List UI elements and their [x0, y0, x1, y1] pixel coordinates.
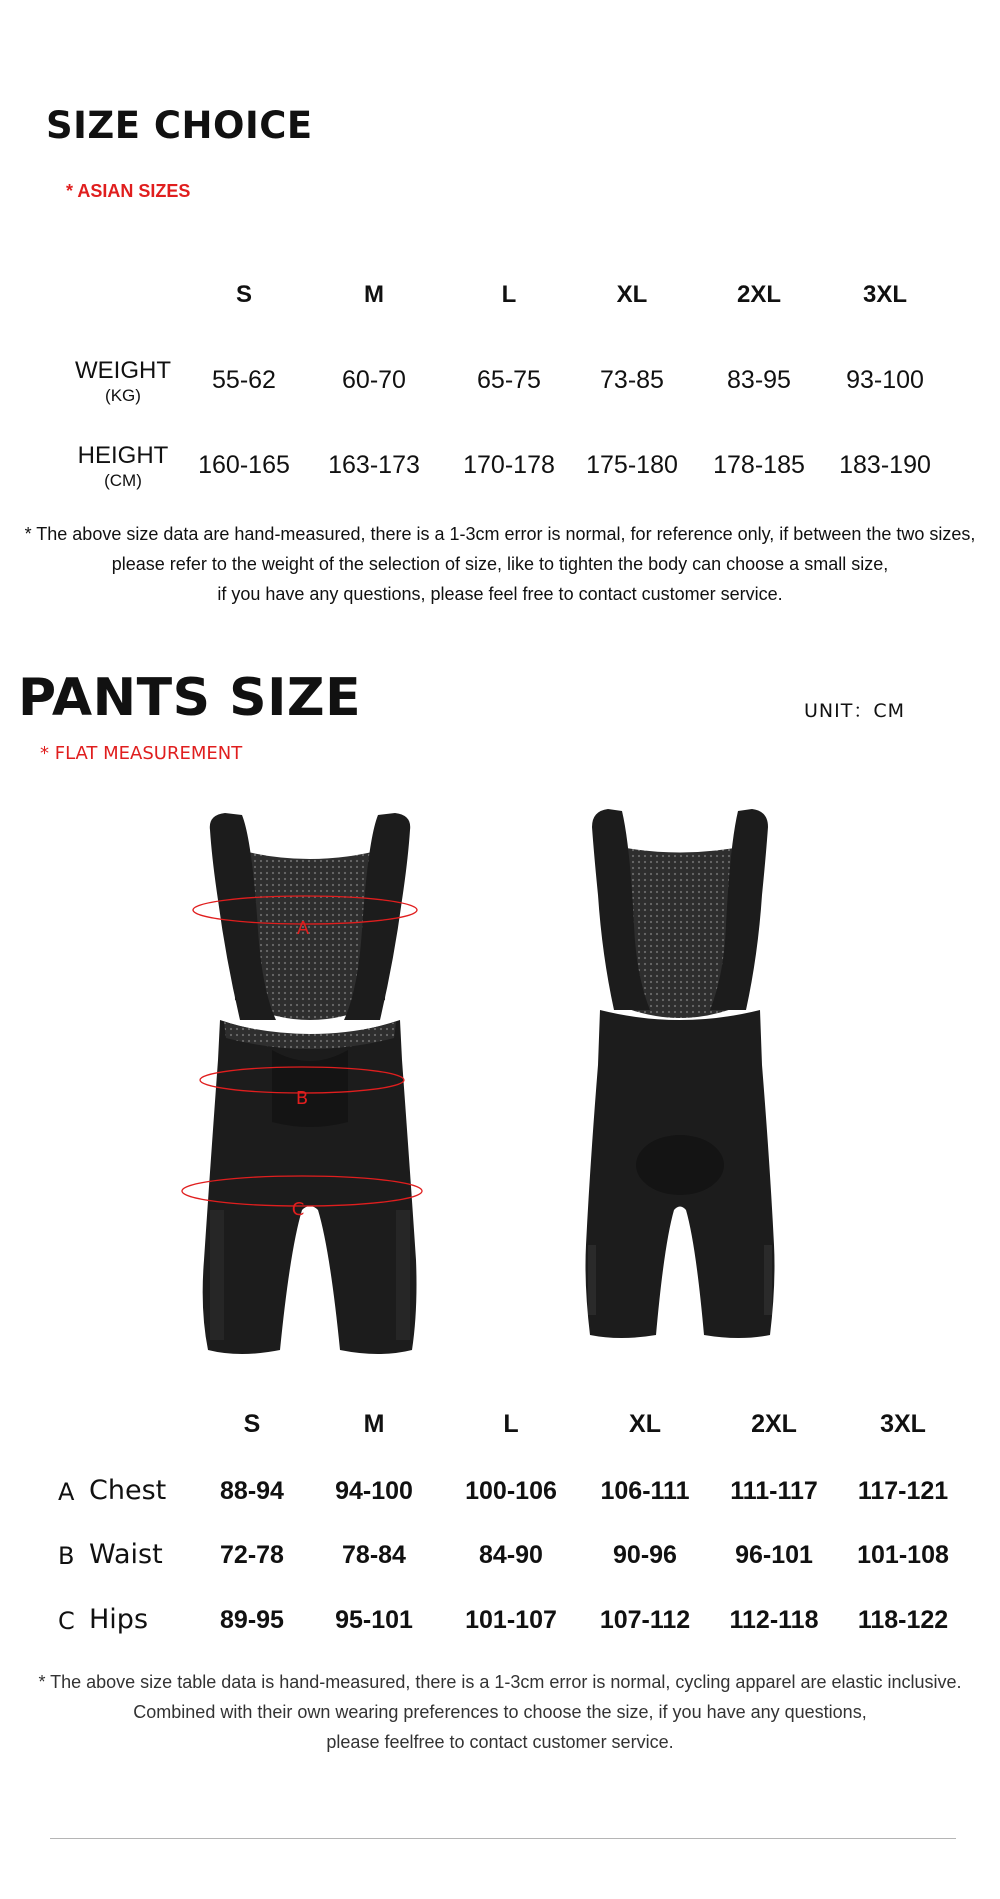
height-2xl: 178-185 — [713, 451, 805, 479]
height-row-label — [53, 442, 193, 492]
size-header-xl: XL — [616, 281, 648, 308]
height-s: 160-165 — [198, 451, 290, 479]
waist-l: 84-90 — [479, 1541, 543, 1569]
height-unit: (CM) — [104, 471, 142, 490]
pants-header-2xl: 2XL — [751, 1410, 797, 1438]
weight-xl: 73-85 — [600, 366, 664, 394]
pants-header-s: S — [243, 1410, 261, 1438]
pants-disclaimer-line-1: * The above size table data is hand-measured, there is a 1-3cm error is normal, cycling apparel are elastic inclusive. — [38, 1672, 962, 1692]
height-3xl: 183-190 — [839, 451, 931, 479]
size-header-2xl: 2XL — [736, 281, 781, 308]
marker-c: C — [291, 1199, 305, 1220]
hips-s: 89-95 — [220, 1606, 284, 1634]
chest-s: 88-94 — [220, 1477, 284, 1505]
unit-label: UNIT：CM — [804, 700, 905, 722]
weight-label: WEIGHT — [75, 357, 171, 384]
pants-disclaimer-line-3: please feelfree to contact customer service. — [326, 1732, 674, 1752]
weight-3xl: 93-100 — [846, 366, 924, 394]
hips-letter: C — [58, 1607, 75, 1635]
bib-shorts-front-image — [180, 810, 440, 1370]
chest-letter: A — [58, 1478, 75, 1506]
pants-header-3xl: 3XL — [880, 1410, 926, 1438]
height-l: 170-178 — [463, 451, 555, 479]
size-disclaimer-line-1: * The above size data are hand-measured, there is a 1-3cm error is normal, for reference only, if between the two sizes, — [24, 524, 976, 544]
hips-2xl: 112-118 — [729, 1606, 819, 1634]
height-m: 163-173 — [328, 451, 420, 479]
pants-size-title: PANTS SIZE — [18, 668, 362, 728]
size-header-s: S — [235, 281, 252, 308]
chest-l: 100-106 — [465, 1477, 557, 1505]
waist-3xl: 101-108 — [857, 1541, 949, 1569]
hips-xl: 107-112 — [599, 1606, 691, 1634]
weight-row-label — [53, 357, 193, 407]
pants-disclaimer-line-2: Combined with their own wearing preferences to choose the size, if you have any questions, — [133, 1702, 867, 1722]
weight-2xl: 83-95 — [727, 366, 791, 394]
size-header-3xl: 3XL — [862, 281, 907, 308]
size-disclaimer-line-3: if you have any questions, please feel free to contact customer service. — [217, 584, 783, 604]
bottom-divider — [50, 1838, 956, 1839]
bib-shorts-back-image — [570, 805, 790, 1345]
chest-m: 94-100 — [335, 1477, 413, 1505]
flat-measurement-note: * FLAT MEASUREMENT — [40, 743, 243, 764]
hips-l: 101-107 — [465, 1606, 557, 1634]
weight-l: 65-75 — [477, 366, 541, 394]
chest-2xl: 111-117 — [730, 1477, 818, 1505]
hips-label: Hips — [89, 1604, 149, 1635]
waist-m: 78-84 — [342, 1541, 406, 1569]
marker-a: A — [296, 918, 310, 939]
size-header-m: M — [364, 281, 384, 308]
size-choice-title: SIZE CHOICE — [46, 104, 313, 147]
waist-2xl: 96-101 — [735, 1541, 813, 1569]
height-xl: 175-180 — [586, 451, 678, 479]
marker-b: B — [295, 1088, 309, 1109]
hips-m: 95-101 — [335, 1606, 413, 1634]
weight-m: 60-70 — [342, 366, 406, 394]
asian-sizes-note: * ASIAN SIZES — [66, 181, 191, 201]
size-header-l: L — [501, 281, 517, 308]
waist-xl: 90-96 — [613, 1541, 677, 1569]
chest-label: Chest — [89, 1475, 167, 1506]
pants-header-l: L — [503, 1410, 519, 1438]
weight-unit: (KG) — [105, 386, 141, 405]
hips-3xl: 118-122 — [857, 1606, 949, 1634]
waist-label: Waist — [89, 1539, 163, 1570]
chest-xl: 106-111 — [600, 1477, 690, 1505]
pants-header-xl: XL — [629, 1410, 661, 1438]
size-disclaimer-line-2: please refer to the weight of the selection of size, like to tighten the body can choose a small size, — [111, 554, 889, 574]
waist-s: 72-78 — [220, 1541, 284, 1569]
height-label: HEIGHT — [77, 442, 169, 469]
weight-s: 55-62 — [212, 366, 276, 394]
chest-3xl: 117-121 — [857, 1477, 949, 1505]
waist-letter: B — [58, 1542, 75, 1570]
pants-header-m: M — [363, 1410, 385, 1438]
